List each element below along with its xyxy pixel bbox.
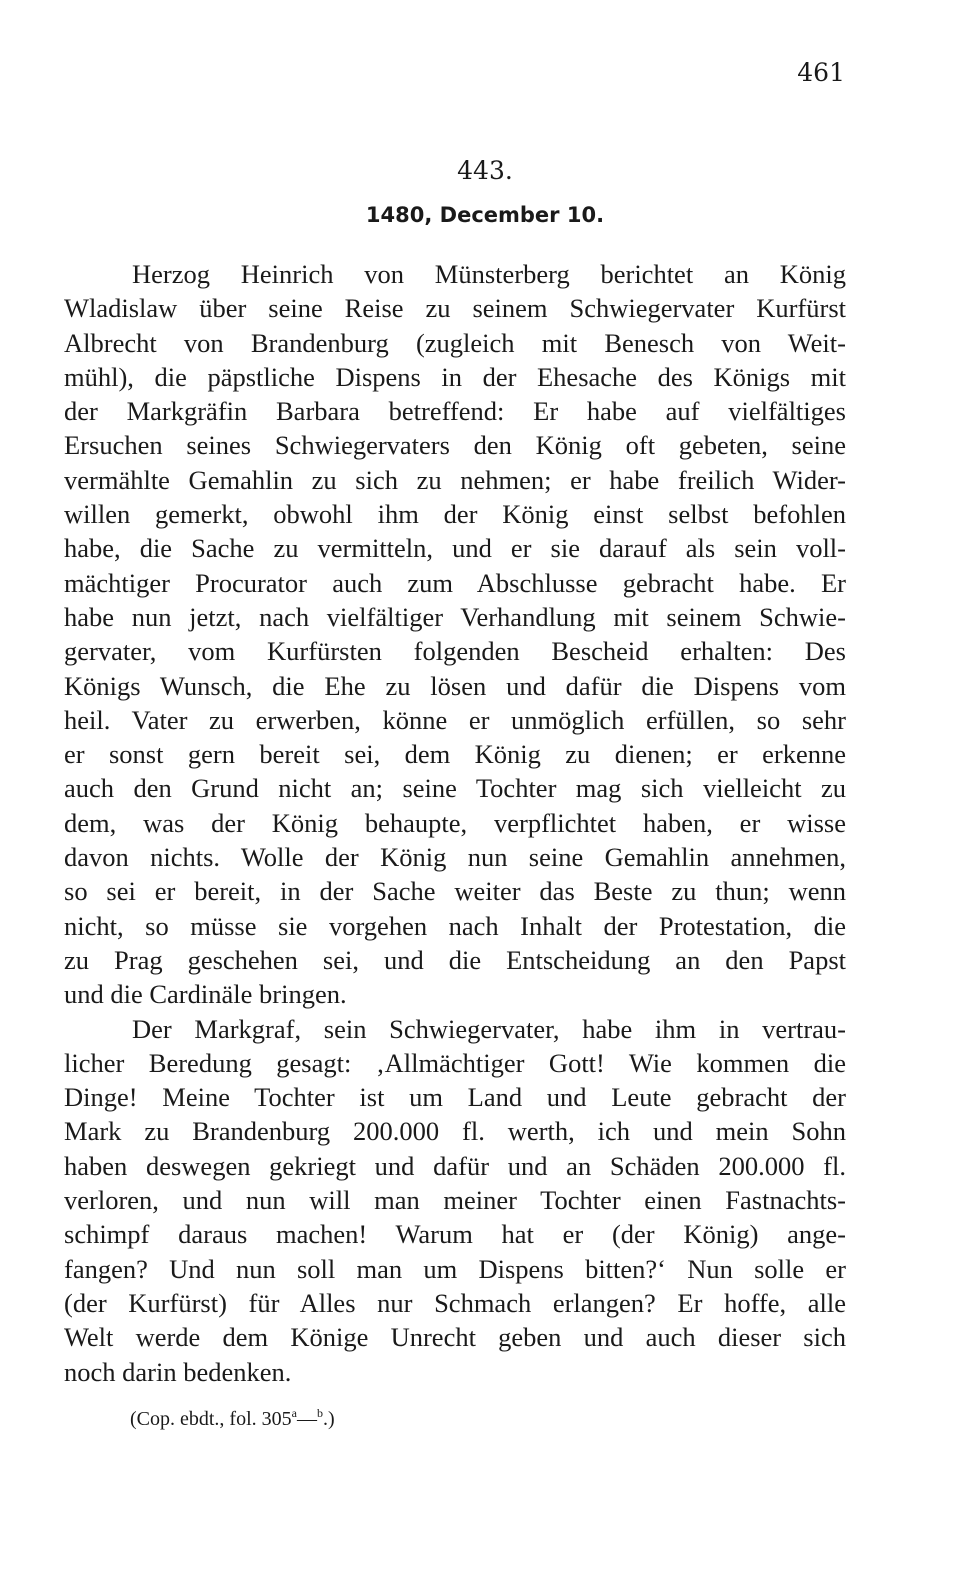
source-prefix: (Cop. ebdt., fol. 305 (130, 1408, 292, 1430)
text-line: schimpf daraus machen! Warum hat er (der König) ange- (64, 1219, 846, 1250)
text-line: auch den Grund nicht an; seine Tochter mag sich vielleicht zu (64, 773, 846, 804)
text-line: haben deswegen gekriegt und dafür und an Schäden 200.000 fl. (64, 1150, 846, 1181)
text-line: willen gemerkt, obwohl ihm der König einst selbst befohlen (64, 499, 846, 530)
source-citation (130, 1398, 335, 1434)
document-number: 443. (457, 156, 513, 185)
source-sup-b: b (316, 1406, 323, 1420)
text-line: fangen? Und nun soll man um Dispens bitten?‘ Nun solle er (64, 1253, 846, 1284)
text-line: heil. Vater zu erwerben, könne er unmöglich erfüllen, so sehr (64, 704, 846, 735)
text-line: noch darin bedenken. (64, 1356, 292, 1387)
text-line: mächtiger Procurator auch zum Abschlusse gebracht habe. Er (64, 567, 846, 598)
paragraph-2 (64, 1012, 846, 1389)
text-line: Albrecht von Brandenburg (zugleich mit Benesch von Weit- (64, 327, 846, 358)
text-line: nicht, so müsse sie vorgehen nach Inhalt der Protestation, die (64, 910, 846, 941)
text-line: und die Cardinäle bringen. (64, 979, 347, 1010)
text-line: dem, was der König behaupte, verpflichtet haben, er wisse (64, 807, 846, 838)
text-line: mühl), die päpstliche Dispens in der Ehesache des Königs mit (64, 361, 846, 392)
text-line: er sonst gern bereit sei, dem König zu dienen; er erkenne (64, 739, 846, 770)
document-body (64, 257, 846, 1389)
text-line: davon nichts. Wolle der König nun seine Gemahlin annehmen, (64, 842, 846, 873)
source-dash: — (296, 1408, 317, 1430)
paragraph-1 (64, 257, 846, 1012)
text-line: so sei er bereit, in der Sache weiter das Beste zu thun; wenn (64, 876, 846, 907)
text-line: licher Beredung gesagt: ‚Allmächtiger Gott! Wie kommen die (64, 1047, 846, 1078)
text-line: gervater, vom Kurfürsten folgenden Bescheid erhalten: Des (64, 636, 846, 667)
text-line: Wladislaw über seine Reise zu seinem Schwiegervater Kurfürst (64, 293, 846, 324)
document-date: 1480, December 10. (365, 203, 605, 227)
source-sup-a: a (291, 1406, 297, 1420)
text-line: Welt werde dem Könige Unrecht geben und auch dieser sich (64, 1322, 846, 1353)
text-line: Dinge! Meine Tochter ist um Land und Leute gebracht der (64, 1082, 846, 1113)
text-line: Herzog Heinrich von Münsterberg berichtet an König (132, 259, 846, 289)
text-line: zu Prag geschehen sei, und die Entscheidung an den Papst (64, 944, 846, 975)
text-line: habe nun jetzt, nach vielfältiger Verhandlung mit seinem Schwie- (64, 601, 846, 632)
text-line: vermählte Gemahlin zu sich zu nehmen; er habe freilich Wider- (64, 464, 846, 495)
text-line: Ersuchen seines Schwiegervaters den König oft gebeten, seine (64, 430, 846, 461)
text-line: verloren, und nun will man meiner Tochter einen Fastnachts- (64, 1185, 846, 1216)
text-line: der Markgräfin Barbara betreffend: Er habe auf vielfältiges (64, 396, 846, 427)
page-number: 461 (797, 58, 845, 87)
text-line: Mark zu Brandenburg 200.000 fl. werth, ich und mein Sohn (64, 1116, 846, 1147)
text-line: (der Kurfürst) für Alles nur Schmach erlangen? Er hoffe, alle (64, 1287, 846, 1318)
text-line: Königs Wunsch, die Ehe zu lösen und dafür die Dispens vom (64, 670, 846, 701)
source-suffix: .) (322, 1408, 335, 1430)
text-line: habe, die Sache zu vermitteln, und er sie darauf als sein voll- (64, 533, 846, 564)
text-line: Der Markgraf, sein Schwiegervater, habe ihm in vertrau- (132, 1013, 846, 1044)
